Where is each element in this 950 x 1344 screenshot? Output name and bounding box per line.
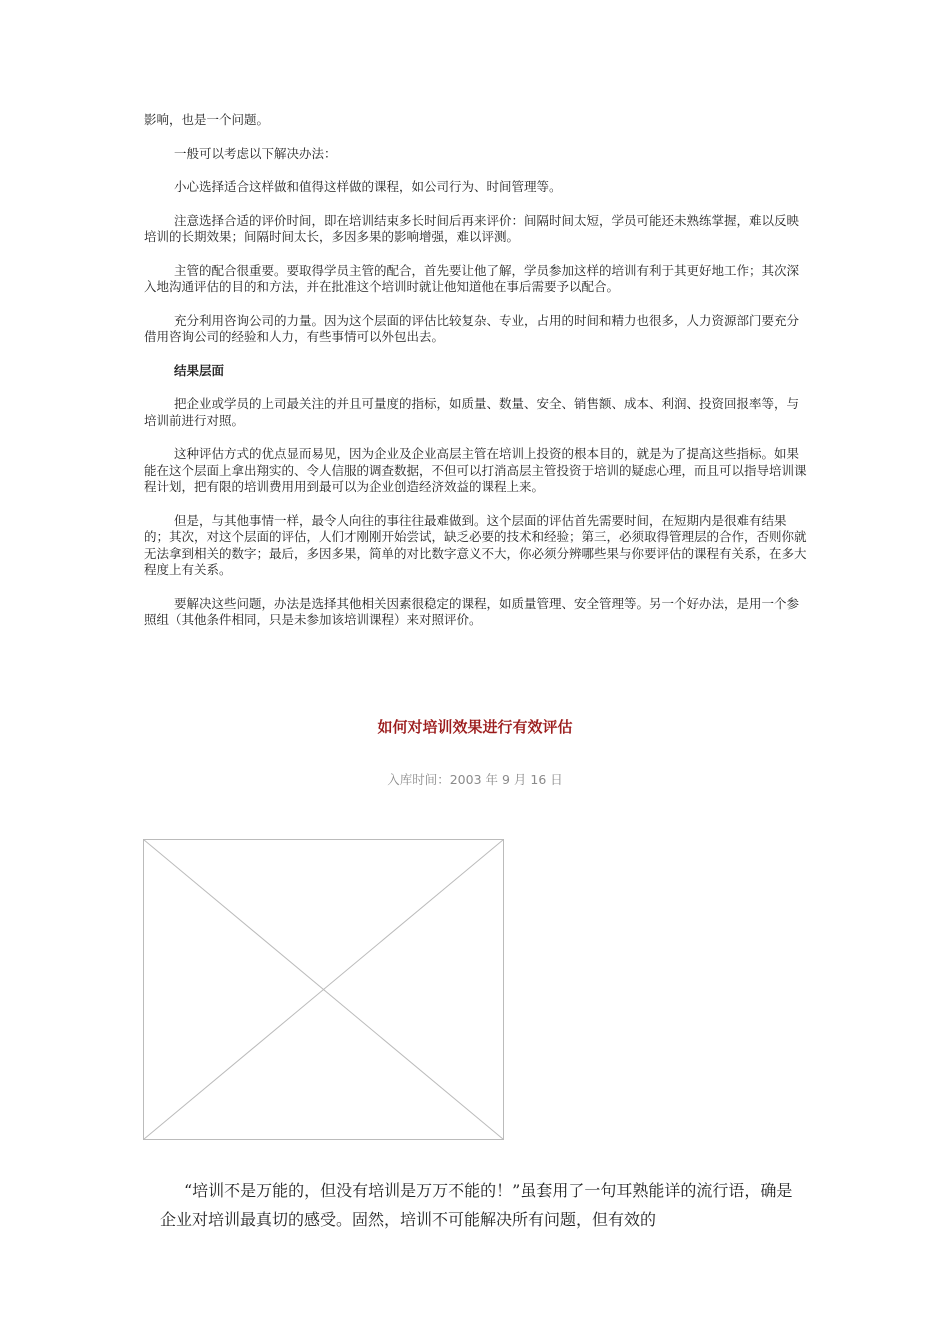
article-title: 如何对培训效果进行有效评估	[377, 718, 573, 736]
paragraph: 影响，也是一个问题。	[144, 112, 270, 127]
article-lead	[160, 1176, 800, 1234]
article-date: 入库时间：2003 年 9 月 16 日	[387, 772, 563, 787]
paragraph: 把企业或学员的上司最关注的并且可量度的指标，如质量、数量、安全、销售额、成本、利润、投资回报率等，与培训前进行对照。	[144, 396, 800, 428]
paragraph: 这种评估方式的优点显而易见，因为企业及企业高层主管在培训上投资的根本目的，就是为了提高这些指标。如果能在这个层面上拿出翔实的、令人信服的调查数据，不但可以打消高层主管投资于培训的疑虑心理，而且可以指导培训课程计划，把有限的培训费用用到最可以为企业创造经济效益的课程上来。	[144, 446, 807, 494]
paragraph: 一般可以考虑以下解决办法：	[174, 145, 337, 161]
lead-paragraph: “培训不是万能的，但没有培训是万万不能的！”虽套用了一句耳熟能详的流行语，确是企业对培训最真切的感受。固然，培训不可能解决所有问题，但有效的	[160, 1181, 793, 1229]
paragraph: 要解决这些问题，办法是选择其他相关因素很稳定的课程，如质量管理、安全管理等。另一个好办法，是用一个参照组（其他条件相同，只是未参加该培训课程）来对照评价。	[144, 595, 800, 627]
paragraph: 小心选择适合这样做和值得这样做的课程，如公司行为、时间管理等。	[174, 179, 562, 194]
image-placeholder	[143, 839, 504, 1140]
section-heading: 结果层面	[174, 362, 225, 378]
paragraph: 注意选择合适的评价时间，即在培训结束多长时间后再来评价：间隔时间太短，学员可能还未熟练掌握，难以反映培训的长期效果；间隔时间太长，多因多果的影响增强，难以评测。	[144, 212, 800, 244]
paragraph: 充分利用咨询公司的力量。因为这个层面的评估比较复杂、专业，占用的时间和精力也很多，人力资源部门要充分借用咨询公司的经验和人力，有些事情可以外包出去。	[144, 312, 800, 344]
paragraph: 但是，与其他事情一样，最令人向往的事往往最难做到。这个层面的评估首先需要时间，在短期内是很难有结果的；其次，对这个层面的评估，人们才刚刚开始尝试，缺乏必要的技术和经验；第三，必须取得管理层的合作，否则你就无法拿到相关的数字；最后，多因多果，简单的对比数字意义不大，你必须分辨哪些果与你要评估的课程有关系，在多大程度上有关系。	[144, 512, 807, 577]
body-text	[144, 112, 809, 646]
paragraph: 主管的配合很重要。要取得学员主管的配合，首先要让他了解，学员参加这样的培训有利于其更好地工作；其次深入地沟通评估的目的和方法，并在批准这个培训时就让他知道他在事后需要予以配合。	[144, 262, 800, 294]
